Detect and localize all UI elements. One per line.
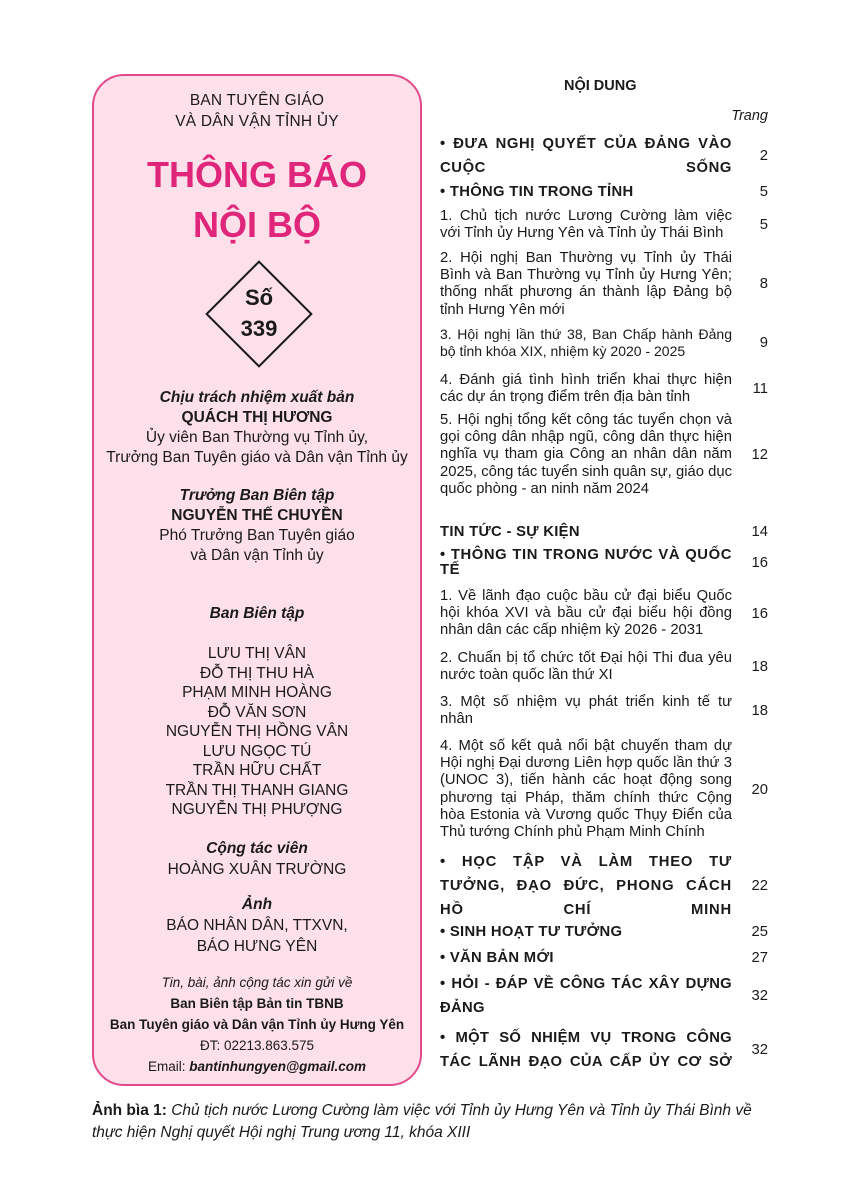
toc-item[interactable]	[440, 326, 772, 360]
bulletin-title	[94, 150, 420, 250]
editorial-board	[94, 604, 420, 820]
contact-info	[94, 972, 420, 1077]
issue-label: Số	[244, 285, 274, 310]
contact-phone: ĐT: 02213.863.575	[199, 1038, 315, 1053]
collab-name: HOÀNG XUÂN TRƯỜNG	[167, 861, 347, 878]
board-member: TRẦN HỮU CHẤT	[192, 762, 322, 779]
toc-item-page: 32	[751, 988, 768, 1004]
toc-item-page: 14	[751, 524, 768, 540]
toc-item[interactable]	[440, 738, 772, 841]
chief-name: NGUYỄN THẾ CHUYỀN	[171, 507, 343, 524]
board-title: Ban Biên tập	[209, 605, 305, 622]
toc-item-text: 1. Về lãnh đạo cuộc bầu cử đại biểu Quốc hội khóa XVI và bầu cử đại biểu hội đồng nhân dân các cấp nhiệm kỳ 2026 - 2031	[440, 588, 732, 639]
toc-item-page: 20	[751, 781, 768, 798]
contact-email-row	[94, 1056, 420, 1077]
toc-item[interactable]	[440, 520, 772, 544]
caption-label: Ảnh bìa 1:	[92, 1102, 167, 1119]
board-member: PHẠM MINH HOÀNG	[182, 684, 332, 701]
toc-item[interactable]	[440, 372, 772, 406]
board-member: NGUYỄN THỊ PHƯỢNG	[171, 801, 343, 818]
toc-item[interactable]	[440, 180, 772, 204]
toc-item-page: 32	[751, 1042, 768, 1058]
photo-credits	[94, 894, 420, 957]
toc-item-text: • MỘT SỐ NHIỆM VỤ TRONG CÔNG TÁC LÃNH ĐẠO CỦA CẤP ỦY CƠ SỞ	[440, 1030, 732, 1070]
issue-number-text	[207, 282, 311, 344]
toc-item-text: 3. Hội nghị lần thứ 38, Ban Chấp hành Đảng bộ tỉnh khóa XIX, nhiệm kỳ 2020 - 2025	[440, 326, 732, 360]
toc-item[interactable]	[440, 650, 772, 684]
resp-role-line-1: Ủy viên Ban Thường vụ Tỉnh ủy,	[145, 429, 369, 446]
photo-title: Ảnh	[241, 896, 273, 913]
toc-item-text: • THÔNG TIN TRONG TỈNH	[440, 184, 634, 200]
chief-role-line-2: và Dân vận Tỉnh ủy	[190, 547, 324, 564]
contact-email-label: Email:	[148, 1059, 190, 1074]
toc-item[interactable]	[440, 972, 772, 1020]
toc-item-page: 16	[751, 605, 768, 622]
publisher-org-line-2: VÀ DÂN VẬN TỈNH ỦY	[175, 113, 339, 130]
board-member: LƯU THỊ VÂN	[207, 645, 307, 662]
toc-item-text: 2. Chuẩn bị tổ chức tốt Đại hội Thi đua yêu nước toàn quốc lần thứ XI	[440, 650, 732, 684]
photo-line-2: BÁO HƯNG YÊN	[196, 938, 318, 955]
toc-item-text: • ĐƯA NGHỊ QUYẾT CỦA ĐẢNG VÀO CUỘC SỐNG	[440, 136, 732, 176]
toc-item[interactable]	[440, 850, 772, 922]
chief-editor	[94, 486, 420, 566]
photo-line-1: BÁO NHÂN DÂN, TTXVN,	[166, 917, 348, 934]
board-member: NGUYỄN THỊ HỒNG VÂN	[165, 723, 349, 740]
toc-item-page: 27	[751, 950, 768, 966]
toc-page-column-label: Trang	[731, 108, 768, 124]
toc-item-page: 11	[752, 381, 768, 398]
toc-item-page: 8	[759, 276, 768, 293]
masthead-panel	[92, 74, 422, 1086]
toc-item[interactable]	[440, 920, 772, 944]
toc-item-page: 12	[751, 447, 768, 463]
toc-item-page: 2	[759, 148, 768, 164]
contact-intro: Tin, bài, ảnh cộng tác xin gửi về	[161, 975, 353, 990]
bulletin-title-line-1: THÔNG BÁO	[147, 154, 367, 195]
toc-item-page: 5	[759, 184, 768, 200]
caption-text: Chủ tịch nước Lương Cường làm việc với Tỉnh ủy Hưng Yên và Tỉnh ủy Thái Bình về thực hiện Nghị quyết Hội nghị Trung ương 11, khóa XIII	[92, 1102, 752, 1141]
toc-item[interactable]	[440, 694, 772, 728]
toc-heading: NỘI DUNG	[564, 78, 637, 94]
issue-number: 339	[240, 316, 278, 341]
toc-item[interactable]	[440, 412, 772, 498]
toc-item[interactable]	[440, 250, 772, 319]
resp-role-line-2: Trưởng Ban Tuyên giáo và Dân vận Tỉnh ủy	[106, 449, 408, 466]
toc-item-page: 18	[751, 703, 768, 720]
resp-title: Chịu trách nhiệm xuất bản	[159, 389, 355, 406]
toc-item-text: 5. Hội nghị tổng kết công tác tuyển chọn và gọi công dân nhập ngũ, công dân thực hiện nghĩa vụ tham gia Công an nhân dân năm 2025, công tác tuyển sinh quân sự, giáo dục quốc phòng - an ninh năm 2024	[440, 412, 732, 497]
board-member-list	[94, 644, 420, 820]
board-member: LƯU NGỌC TÚ	[202, 742, 312, 760]
toc-item-page: 9	[759, 335, 768, 352]
toc-item-page: 5	[759, 217, 768, 234]
toc-item[interactable]	[440, 132, 772, 180]
collab-title: Cộng tác viên	[206, 840, 308, 857]
board-member: ĐỖ THỊ THU HÀ	[200, 664, 314, 682]
collaborator	[94, 838, 420, 880]
toc-item-text: • VĂN BẢN MỚI	[440, 950, 554, 966]
toc-item-text: 4. Một số kết quả nổi bật chuyến tham dự Hội nghị Đại dương Liên hợp quốc lần thứ 3 (UNOC 3), tiến hành các hoạt động song phương tại Pháp, thăm chính thức Cộng hòa Estonia và Vương quốc Thụy Điển của Thủ tướng Chính phủ Phạm Minh Chính	[440, 738, 732, 841]
issue-badge	[207, 262, 311, 366]
contact-line-2: Ban Tuyên giáo và Dân vận Tỉnh ủy Hưng Yên	[109, 1017, 405, 1032]
bulletin-title-line-2: NỘI BỘ	[192, 204, 321, 245]
resp-name: QUÁCH THỊ HƯƠNG	[181, 409, 333, 426]
contact-line-1: Ban Biên tập Bản tin TBNB	[170, 996, 344, 1011]
toc-item-page: 22	[751, 878, 768, 894]
board-member: ĐỖ VĂN SƠN	[207, 703, 307, 721]
toc-item[interactable]	[440, 208, 772, 242]
toc-item-text: • HỌC TẬP VÀ LÀM THEO TƯ TƯỞNG, ĐẠO ĐỨC, PHONG CÁCH HỒ CHÍ MINH	[440, 854, 732, 918]
toc-item[interactable]	[440, 1026, 772, 1074]
toc-item-text: 2. Hội nghị Ban Thường vụ Tỉnh ủy Thái Bình và Ban Thường vụ Tỉnh ủy Hưng Yên; thống nhất phương án thành lập Đảng bộ tỉnh Hưng Yên mới	[440, 250, 732, 318]
toc-item-page: 16	[751, 555, 768, 571]
chief-role-line-1: Phó Trưởng Ban Tuyên giáo	[159, 527, 355, 544]
publisher-responsible	[94, 388, 420, 468]
toc-item-text: • SINH HOẠT TƯ TƯỞNG	[440, 924, 623, 940]
publisher-org-line-1: BAN TUYÊN GIÁO	[189, 92, 325, 109]
toc-item[interactable]	[440, 946, 772, 970]
toc-item-text: • THÔNG TIN TRONG NƯỚC VÀ QUỐC TẾ	[440, 547, 732, 578]
toc-item-text: 3. Một số nhiệm vụ phát triển kinh tế tư nhân	[440, 694, 732, 728]
board-member: TRẦN THỊ THANH GIANG	[165, 781, 349, 799]
toc-item[interactable]	[440, 588, 772, 640]
toc-item[interactable]	[440, 548, 772, 578]
cover-photo-caption	[92, 1100, 772, 1144]
toc-item-page: 18	[751, 659, 768, 676]
toc-item-text: 4. Đánh giá tình hình triển khai thực hiện các dự án trọng điểm trên địa bàn tỉnh	[440, 372, 732, 406]
chief-title: Trưởng Ban Biên tập	[179, 487, 335, 504]
toc-item-page: 25	[751, 924, 768, 940]
toc-item-text: • HỎI - ĐÁP VỀ CÔNG TÁC XÂY DỰNG ĐẢNG	[440, 976, 732, 1016]
publisher-org	[94, 90, 420, 132]
contact-email[interactable]: bantinhungyen@gmail.com	[189, 1059, 366, 1074]
toc-item-text: 1. Chủ tịch nước Lương Cường làm việc với Tỉnh ủy Hưng Yên và Tỉnh ủy Thái Bình	[440, 208, 732, 242]
toc-item-text: TIN TỨC - SỰ KIỆN	[440, 524, 580, 540]
